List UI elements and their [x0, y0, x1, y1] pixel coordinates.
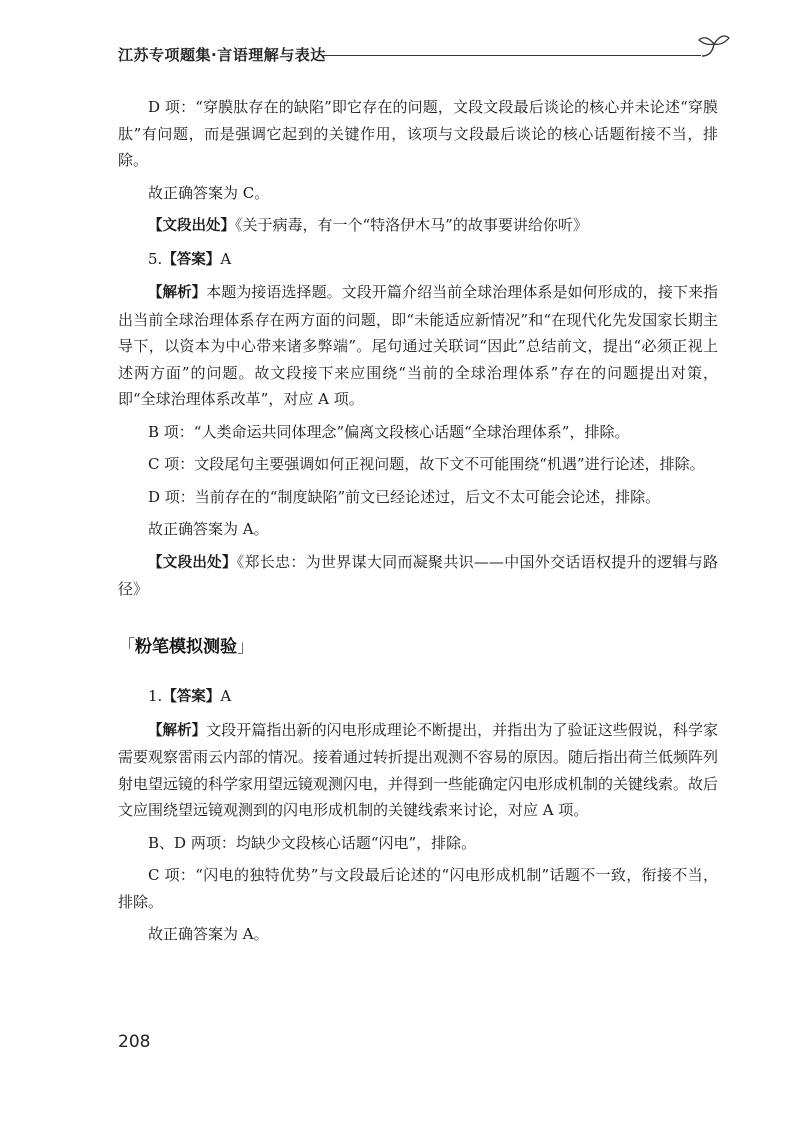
source-note — [118, 549, 718, 603]
section-heading — [118, 632, 254, 657]
option-label: B 项： — [148, 422, 194, 441]
source-text: 《郑长忠：为世界谋大同而凝聚共识——中国外交话语权提升的逻辑与路径》 — [118, 552, 718, 598]
header-title: 江苏专项题集·言语理解与表达 — [118, 46, 326, 64]
option-text: “人类命运共同体理念”偏离文段核心话题“全球治理体系”，排除。 — [193, 422, 630, 441]
answer-tag: 【答案】 — [162, 689, 221, 705]
source-text: 《关于病毒，有一个“特洛伊木马”的故事要讲给你听》 — [235, 216, 588, 234]
source-tag: 【文段出处】 — [148, 554, 237, 571]
option-text: 均缺少文段核心话题“闪电”，排除。 — [235, 833, 477, 852]
analysis-tag: 【解析】 — [148, 285, 207, 301]
option-d-analysis — [118, 94, 718, 174]
option-bd-analysis — [118, 830, 718, 857]
answer-analysis-part1 — [118, 94, 718, 609]
conclusion: 故正确答案为 A。 — [148, 520, 269, 538]
option-c-analysis — [118, 862, 718, 915]
running-header — [118, 32, 718, 72]
option-b-analysis — [118, 419, 718, 446]
answer-value: A — [220, 249, 232, 268]
answer-line — [118, 683, 718, 711]
section-close-bracket: 」 — [237, 637, 254, 657]
conclusion: 故正确答案为 A。 — [148, 925, 269, 943]
option-text: 当前存在的“制度缺陷”前文已经论述过，后文不太可能会论述，排除。 — [194, 487, 661, 506]
question-number: 5. — [148, 249, 163, 268]
option-text: “闪电的独特优势”与文段最后论述的“闪电形成机制”话题不一致，衔接不当，排除。 — [118, 866, 718, 911]
section-title: 粉笔模拟测验 — [135, 637, 237, 657]
analysis-paragraph — [118, 717, 718, 824]
header-rule — [323, 55, 701, 56]
page-number: 208 — [118, 1032, 151, 1052]
answer-analysis-part2 — [118, 683, 718, 954]
option-label: B、D 两项： — [148, 833, 236, 852]
option-label: D 项： — [148, 98, 196, 116]
option-d-analysis — [118, 484, 718, 511]
answer-tag: 【答案】 — [162, 251, 221, 268]
option-c-analysis — [118, 451, 718, 478]
option-text: 文段尾句主要强调如何正视问题，故下文不可能围绕“机遇”进行论述，排除。 — [194, 455, 705, 473]
analysis-paragraph — [118, 279, 718, 413]
source-note — [118, 212, 718, 240]
answer-value: A — [220, 687, 232, 705]
option-label: C 项： — [148, 455, 195, 473]
answer-line — [118, 246, 718, 274]
conclusion: 故正确答案为 C。 — [148, 183, 270, 202]
option-label: C 项： — [148, 866, 196, 884]
sprout-icon — [694, 32, 734, 60]
section-open-bracket: 「 — [118, 637, 135, 657]
analysis-tag: 【解析】 — [148, 722, 207, 739]
question-number: 1. — [148, 687, 163, 705]
analysis-text: 文段开篇指出新的闪电形成理论不断提出，并指出为了验证这些假说，科学家需要观察雷雨云内部的情况。接着通过转折提出观测不容易的原因。随后指出荷兰低频阵列射电望远镜的科学家用望远镜观测闪电，并得到一些能确定闪电形成机制的关键线索。故后文应围绕望远镜观测到的闪电形成机制的关键线索来讨论，对应 A 项。 — [118, 720, 719, 819]
option-text: “穿膜肽存在的缺陷”即它存在的问题，文段文段最后谈论的核心并未论述“穿膜肽”有问题，而是强调它起到的关键作用，该项与文段最后谈论的核心话题衔接不当，排除。 — [118, 98, 719, 169]
source-tag: 【文段出处】 — [148, 218, 235, 234]
option-label: D 项： — [148, 487, 195, 506]
analysis-text: 本题为接语选择题。文段开篇介绍当前全球治理体系是如何形成的，接下来指出当前全球治理体系存在两方面的问题，即“未能适应新情况”和“在现代化先发国家长期主导下，以资本为中心带来诸多弊端”。尾句通过关联词“因此”总结前文，提出“必须正视上述两方面”的问题。故文段接下来应围绕“当前的全球治理体系”存在的问题提出对策，即“全球治理体系改革”，对应 A 项。 — [118, 283, 718, 408]
